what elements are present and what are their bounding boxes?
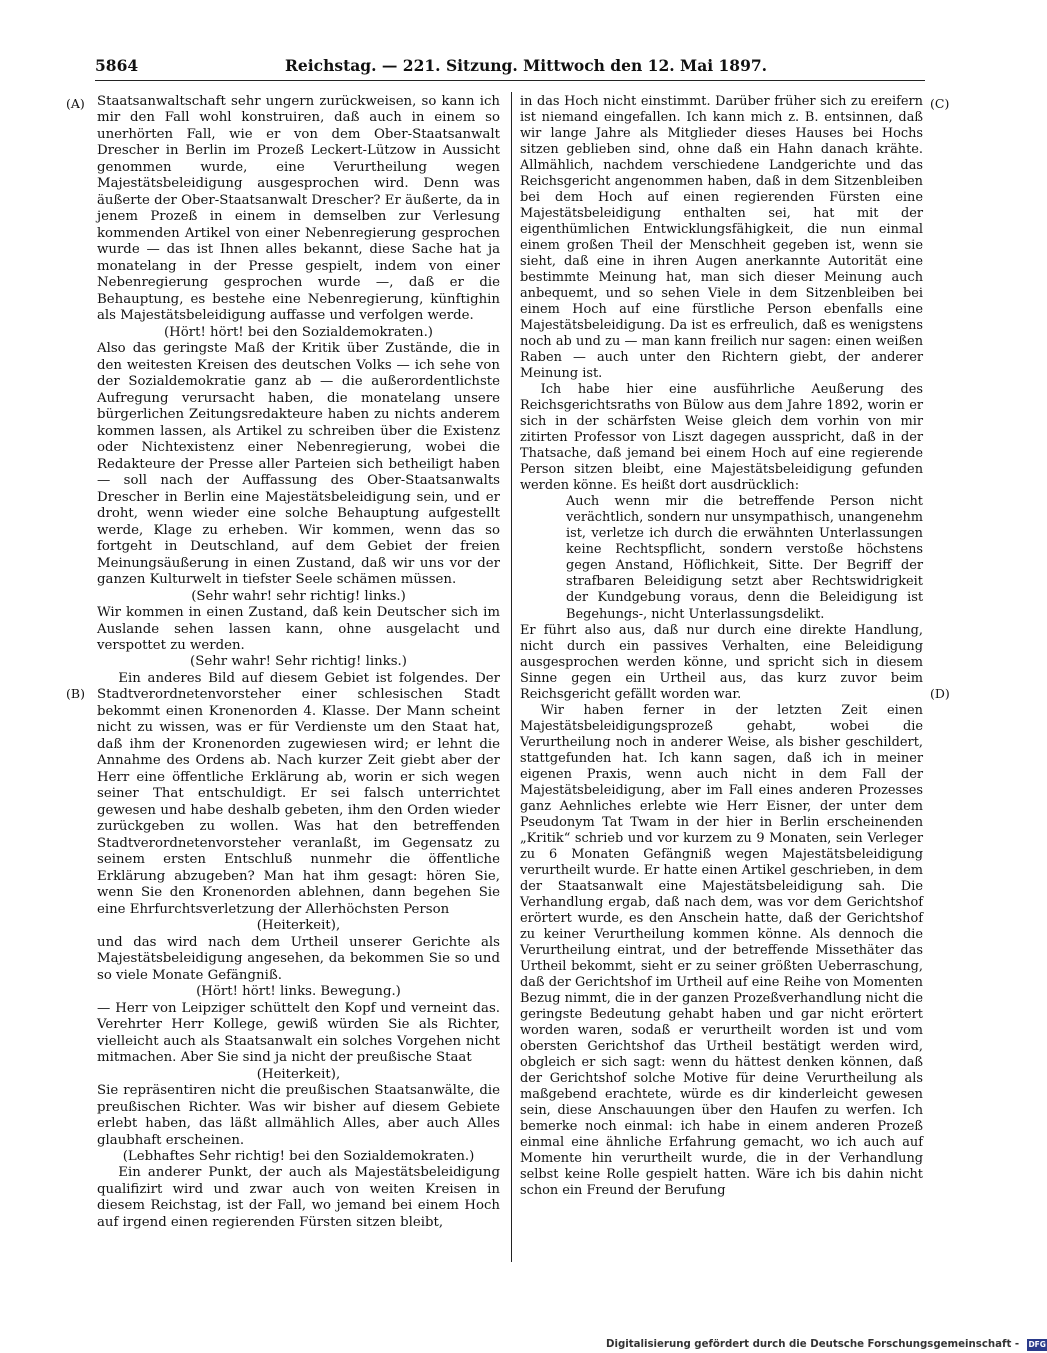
interjection: (Sehr wahr! Sehr richtig! links.) (190, 654, 407, 670)
paragraph: Ein anderes Bild auf diesem Gebiet ist folgendes. Der Stadtverordnetenvorsteher einer schlesischen Stadt bekommt einen Kronenorden 4. Klasse. Der Mann scheint nicht zu wissen, was er für Verdienste um den Staat hat, daß ihm der Kronenorden zugewiesen wird; er lehnt die Annahme des Ordens ab. Nach kurzer Zeit giebt aber der Herr eine öffentliche Erklärung ab, worin er sich wegen seiner That entschuldigt. Er sei falsch unterrichtet gewesen und habe deshalb gebeten, ihm den Orden wieder zurückgeben zu wollen. Was hat den betreffenden Stadtverordnetenvorsteher veranlaßt, im Gegensatz zu seinem ersten Entschluß nunmehr die öffentliche Erklärung abzugeben? Man hat ihm gesagt: hören Sie, wenn Sie den Kronenorden ablehnen, dann begehen Sie eine Ehrfurchtsverletzung der Allerhöchsten Person (97, 670, 500, 917)
interjection: (Hört! hört! bei den Sozialdemokraten.) (163, 324, 433, 340)
page-title: Reichstag. — 221. Sitzung. Mittwoch den 12. Mai 1897. (285, 56, 768, 75)
paragraph: Ein anderer Punkt, der auch als Majestätsbeleidigung qualifizirt wird und zwar auch von weiten Kreisen in diesem Reichstag, ist der Fall, wo jemand bei einem Hoch auf irgend einen regierenden Fürsten sitzen bleibt, (97, 1165, 500, 1230)
paragraph: in das Hoch nicht einstimmt. Darüber früher sich zu ereifern ist niemand eingefallen. Ich kann mich z. B. entsinnen, daß wir lange Jahre als Mitglieder dieses Hauses bei Hochs sitzen geblieben sind, ohne daß ein Hahn danach krähte. Allmählich, nachdem verschiedene Landgerichte und das Reichsgericht angenommen haben, daß in dem Sitzenbleiben bei dem Hoch auf einen regierenden Fürsten eine Majestätsbeleidigung enthalten sei, hat mit der eigenthümlichen Entwicklungsfähigkeit, die nun einmal einem großen Theil der Menschheit gegeben ist, wenn sie sieht, daß eine in ihren Augen anerkannte Autorität eine bestimmte Meinung hat, man sich dieser Meinung auch anbequemt, und so sehen Viele in dem Sitzenbleiben bei einem Hoch auf eine fürstliche Person ebenfalls eine Majestätsbeleidigung. Da ist es erfreulich, daß es wenigstens noch ab und zu — man kann freilich nur sagen: einen weißen Raben — auch unter den Richtern giebt, der anderer Meinung ist. (520, 94, 923, 382)
footer-credit (606, 1334, 1046, 1350)
paragraph: Wir kommen in einen Zustand, daß kein Deutscher sich im Auslande sehen lassen kann, ohne ausgelacht und verspottet zu werden. (97, 605, 500, 653)
page-number: 5864 (95, 56, 139, 75)
margin-marker-a: (A) (66, 96, 85, 111)
interjection: (Hört! hört! links. Bewegung.) (196, 984, 401, 1000)
page-header (95, 56, 925, 78)
margin-marker-c: (C) (930, 96, 950, 111)
paragraph: Ich habe hier eine ausführliche Aeußerung des Reichsgerichtsraths von Bülow aus dem Jahre 1892, worin er sich in der schärfsten Weise gleich dem vorhin von mir zitirten Professor von Liszt dagegen ausspricht, daß in der Thatsache, daß jemand bei einem Hoch auf eine regierende Person sitzen bleibt, eine Majestätsbeleidigung gefunden werden könne. Es heißt dort ausdrücklich: (520, 382, 923, 494)
column-divider (511, 92, 512, 1262)
interjection: (Heiterkeit), (256, 918, 341, 934)
paragraph: Wir haben ferner in der letzten Zeit einen Majestätsbeleidigungsprozeß gehabt, wobei die Verurtheilung noch in anderer Weise, als bisher geschildert, stattgefunden hat. Ich kann sagen, daß ich in meiner eigenen Praxis, wenn auch nicht in dem Fall der Majestätsbeleidigung, aber im Fall eines anderen Prozesses ganz Aehnliches erlebte wie Herr Eisner, der unter dem Pseudonym Tat Twam in der hier in Berlin erscheinenden „Kritik“ schrieb und vor kurzem zu 9 Monaten, sein Verleger zu 6 Monaten Gefängniß wegen Majestätsbeleidigung verurtheilt wurde. Er hatte einen Artikel geschrieben, in dem der Staatsanwalt eine Majestätsbeleidigung sah. Die Verhandlung ergab, daß nach dem, was vor dem Gerichtshof erörtert wurde, es den Anschein hatte, daß der Gerichtshof zu keiner Verurtheilung kommen könne. Als dennoch die Verurtheilung eintrat, und der betreffende Missethäter das Urtheil bekommt, sieht er zu seiner größten Ueberraschung, daß der Gerichtshof im Urtheil auf eine Reihe von Momenten Bezug nimmt, die in der ganzen Prozeßverhandlung nicht die geringste Bedeutung gehabt haben und gar nicht erörtert worden waren, sodaß er verurtheilt worden ist und vom obersten Gerichtshof das Urtheil bestätigt werden wird, obgleich er sich sagt: wenn du hättest denken können, daß der Gerichtshof solche Motive für deine Verurtheilung als maßgebend erachtete, würde es dir kinderleicht gewesen sein, diese Anschauungen über den Haufen zu werfen. Ich bemerke noch einmal: ich habe in einem anderen Prozeß einmal eine ähnliche Erfahrung gemacht, wo ich auch auf Momente hin verurtheilt wurde, die in der Verhandlung selbst keine Rolle gespielt hatten. Wäre ich bis dahin nicht schon ein Freund der Berufung (520, 702, 923, 1199)
left-text-column (97, 94, 500, 1262)
interjection: (Sehr wahr! sehr richtig! links.) (191, 588, 406, 604)
margin-marker-d: (D) (930, 686, 950, 701)
paragraph: und das wird nach dem Urtheil unserer Gerichte als Majestätsbeleidigung angesehen, da bekommen Sie so und so viele Monate Gefängniß. (97, 934, 500, 983)
dfg-logo: DFG (1028, 1339, 1046, 1349)
margin-marker-b: (B) (66, 686, 85, 701)
interjection: (Lebhaftes Sehr richtig! bei den Sozialdemokraten.) (122, 1149, 475, 1164)
footer-text: Digitalisierung gefördert durch die Deutsche Forschungsgemeinschaft - (606, 1339, 1020, 1350)
interjection: (Heiterkeit), (256, 1066, 341, 1082)
paragraph: Sie repräsentiren nicht die preußischen Staatsanwälte, die preußischen Richter. Was wir bisher auf diesem Gebiete erlebt haben, das läßt allmählich Alles, aber auch Alles glaubhaft erscheinen. (97, 1083, 500, 1148)
paragraph: Staatsanwaltschaft sehr ungern zurückweisen, so kann ich mir den Fall wohl konstruiren, daß auch in einem so unerhörten Fall, wie er von dem Ober-Staatsanwalt Drescher in Berlin im Prozeß Leckert-Lützow in Aussicht genommen wurde, eine Verurtheilung wegen Majestätsbeleidigung ausgesprochen wird. Denn was äußerte der Ober-Staatsanwalt Drescher? Er äußerte, da in jenem Prozeß in einem in demselben zur Verlesung kommenden Artikel von einer Nebenregierung gesprochen wurde — das ist Ihnen alles bekannt, diese Sache hat ja monatelang in der Presse gespielt, indem von einer Nebenregierung gesprochen wurde —, daß er die Behauptung, es bestehe eine Nebenregierung, künftighin als Majestätsbeleidigung auffasse und verfolgen werde. (97, 94, 500, 324)
paragraph: — Herr von Leipziger schüttelt den Kopf und verneint das. Verehrter Herr Kollege, gewiß würden Sie als Richter, vielleicht auch als Staatsanwalt ein solches Vorgehen nicht mitmachen. Aber Sie sind ja nicht der preußische Staat (97, 1000, 500, 1066)
block-quote: Auch wenn mir die betreffende Person nicht verächtlich, sondern nur unsympathisch, unangenehm ist, verletze ich durch die erwähnten Unterlassungen keine Rechtspflicht, sondern verstoße höchstens gegen Anstand, Höflichkeit, Sitte. Der Begriff der strafbaren Beleidigung setzt aber Rechtswidrigkeit der Kundgebung voraus, denn die Beleidigung ist Begehungs-, nicht Unterlassungsdelikt. (566, 494, 923, 622)
paragraph: Er führt also aus, daß nur durch eine direkte Handlung, nicht durch ein passives Verhalten, eine Beleidigung ausgesprochen werden könne, und spricht sich in diesem Sinne gegen ein Urtheil aus, das kurz zuvor beim Reichsgericht gefällt worden war. (520, 622, 923, 702)
header-rule (95, 80, 925, 81)
paragraph: Also das geringste Maß der Kritik über Zustände, die in den weitesten Kreisen des deutschen Volks — ich sehe von der Sozialdemokratie ganz ab — die außerordentlichste Aufregung verursacht haben, die monatelang unsere bürgerlichen Zeitungsredakteure haben zu nichts anderem kommen lassen, als Artikel zu schreiben über die Existenz oder Nichtexistenz einer Nebenregierung, wobei die Redakteure der Presse aller Parteien sich betheiligt haben — soll nach der Auffassung des Ober-Staatsanwalts Drescher in Berlin eine Majestätsbeleidigung sein, und er droht, wenn wieder eine solche Behauptung aufgestellt werde, Klage zu erheben. Wir kommen, wenn das so fortgeht in Deutschland, auf dem Gebiet der freien Meinungsäußerung in einen Zustand, daß wir uns vor der ganzen Kulturwelt in tiefster Seele schämen müssen. (97, 341, 500, 588)
right-text-column (520, 94, 923, 1262)
